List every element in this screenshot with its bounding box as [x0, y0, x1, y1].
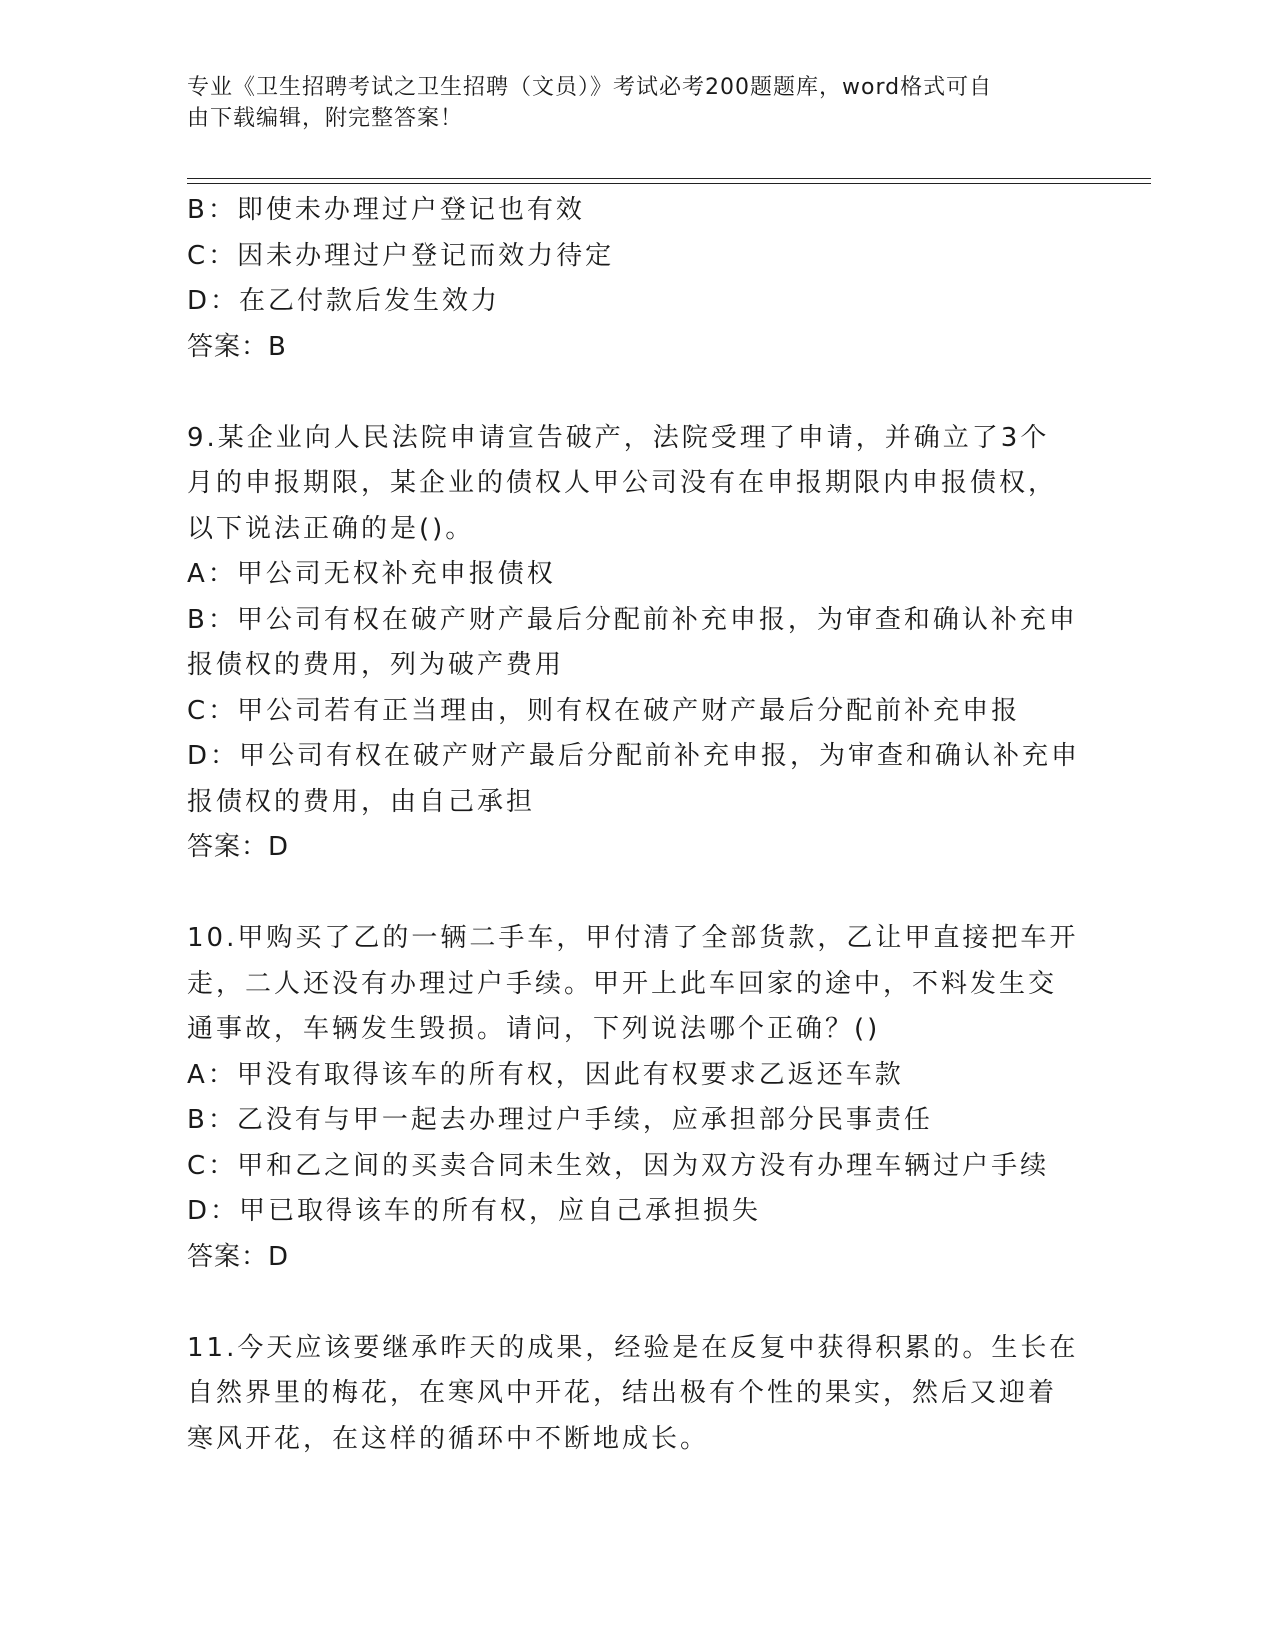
spacer: [187, 871, 1087, 917]
option-c: C：因未办理过户登记而效力待定: [187, 240, 615, 271]
option-a: A：甲公司无权补充申报债权: [187, 559, 556, 589]
header-line-1: 专业《卫生招聘考试之卫生招聘（文员）》考试必考200题题库，word格式可自: [187, 75, 993, 100]
document-header: [187, 72, 1067, 134]
option-b: B：乙没有与甲一起去办理过户手续，应承担部分民事责任: [187, 1105, 933, 1135]
question-stem-line: 11.今天应该要继承昨天的成果，经验是在反复中获得积累的。生长在: [187, 1332, 1079, 1363]
header-rule-top: [187, 178, 1151, 179]
option-b: B：甲公司有权在破产财产最后分配前补充申报，为审查和确认补充申: [187, 604, 1078, 635]
option-b-continued: 报债权的费用，列为破产费用: [187, 650, 565, 680]
option-b: B：即使未办理过户登记也有效: [187, 195, 585, 225]
option-c: C：甲和乙之间的买卖合同未生效，因为双方没有办理车辆过户手续: [187, 1150, 1050, 1181]
question-11: [187, 1326, 1087, 1463]
question-8: [187, 188, 1087, 370]
answer-line: 答案：D: [187, 1241, 290, 1272]
option-d: D：甲公司有权在破产财产最后分配前补充申报，为审查和确认补充申: [187, 741, 1081, 771]
spacer: [187, 1280, 1087, 1326]
option-a: A：甲没有取得该车的所有权，因此有权要求乙返还车款: [187, 1059, 904, 1090]
question-stem-line: 月的申报期限，某企业的债权人甲公司没有在申报期限内申报债权，: [187, 468, 1058, 498]
answer-line: 答案：D: [187, 832, 290, 862]
option-d-continued: 报债权的费用，由自己承担: [187, 786, 536, 817]
question-stem-line: 通事故，车辆发生毁损。请问，下列说法哪个正确？(): [187, 1014, 881, 1044]
header-rule-bottom: [187, 183, 1151, 184]
question-stem-line: 以下说法正确的是()。: [187, 513, 475, 544]
option-d: D：在乙付款后发生效力: [187, 286, 501, 316]
question-10: [187, 916, 1087, 1280]
question-stem-line: 寒风开花，在这样的循环中不断地成长。: [187, 1423, 710, 1454]
question-stem-line: 走，二人还没有办理过户手续。甲开上此车回家的途中，不料发生交: [187, 968, 1058, 999]
question-content: [187, 188, 1087, 1462]
option-d: D：甲已取得该车的所有权，应自己承担损失: [187, 1196, 762, 1226]
option-c: C：甲公司若有正当理由，则有权在破产财产最后分配前补充申报: [187, 695, 1021, 726]
header-line-2: 由下载编辑，附完整答案！: [187, 106, 464, 131]
question-stem-line: 10.甲购买了乙的一辆二手车，甲付清了全部货款，乙让甲直接把车开: [187, 923, 1079, 953]
answer-line: 答案：B: [187, 331, 287, 362]
question-9: [187, 416, 1087, 871]
spacer: [187, 370, 1087, 416]
question-stem-line: 9.某企业向人民法院申请宣告破产，法院受理了申请，并确立了3个: [187, 422, 1050, 453]
question-stem-line: 自然界里的梅花，在寒风中开花，结出极有个性的果实，然后又迎着: [187, 1378, 1058, 1408]
